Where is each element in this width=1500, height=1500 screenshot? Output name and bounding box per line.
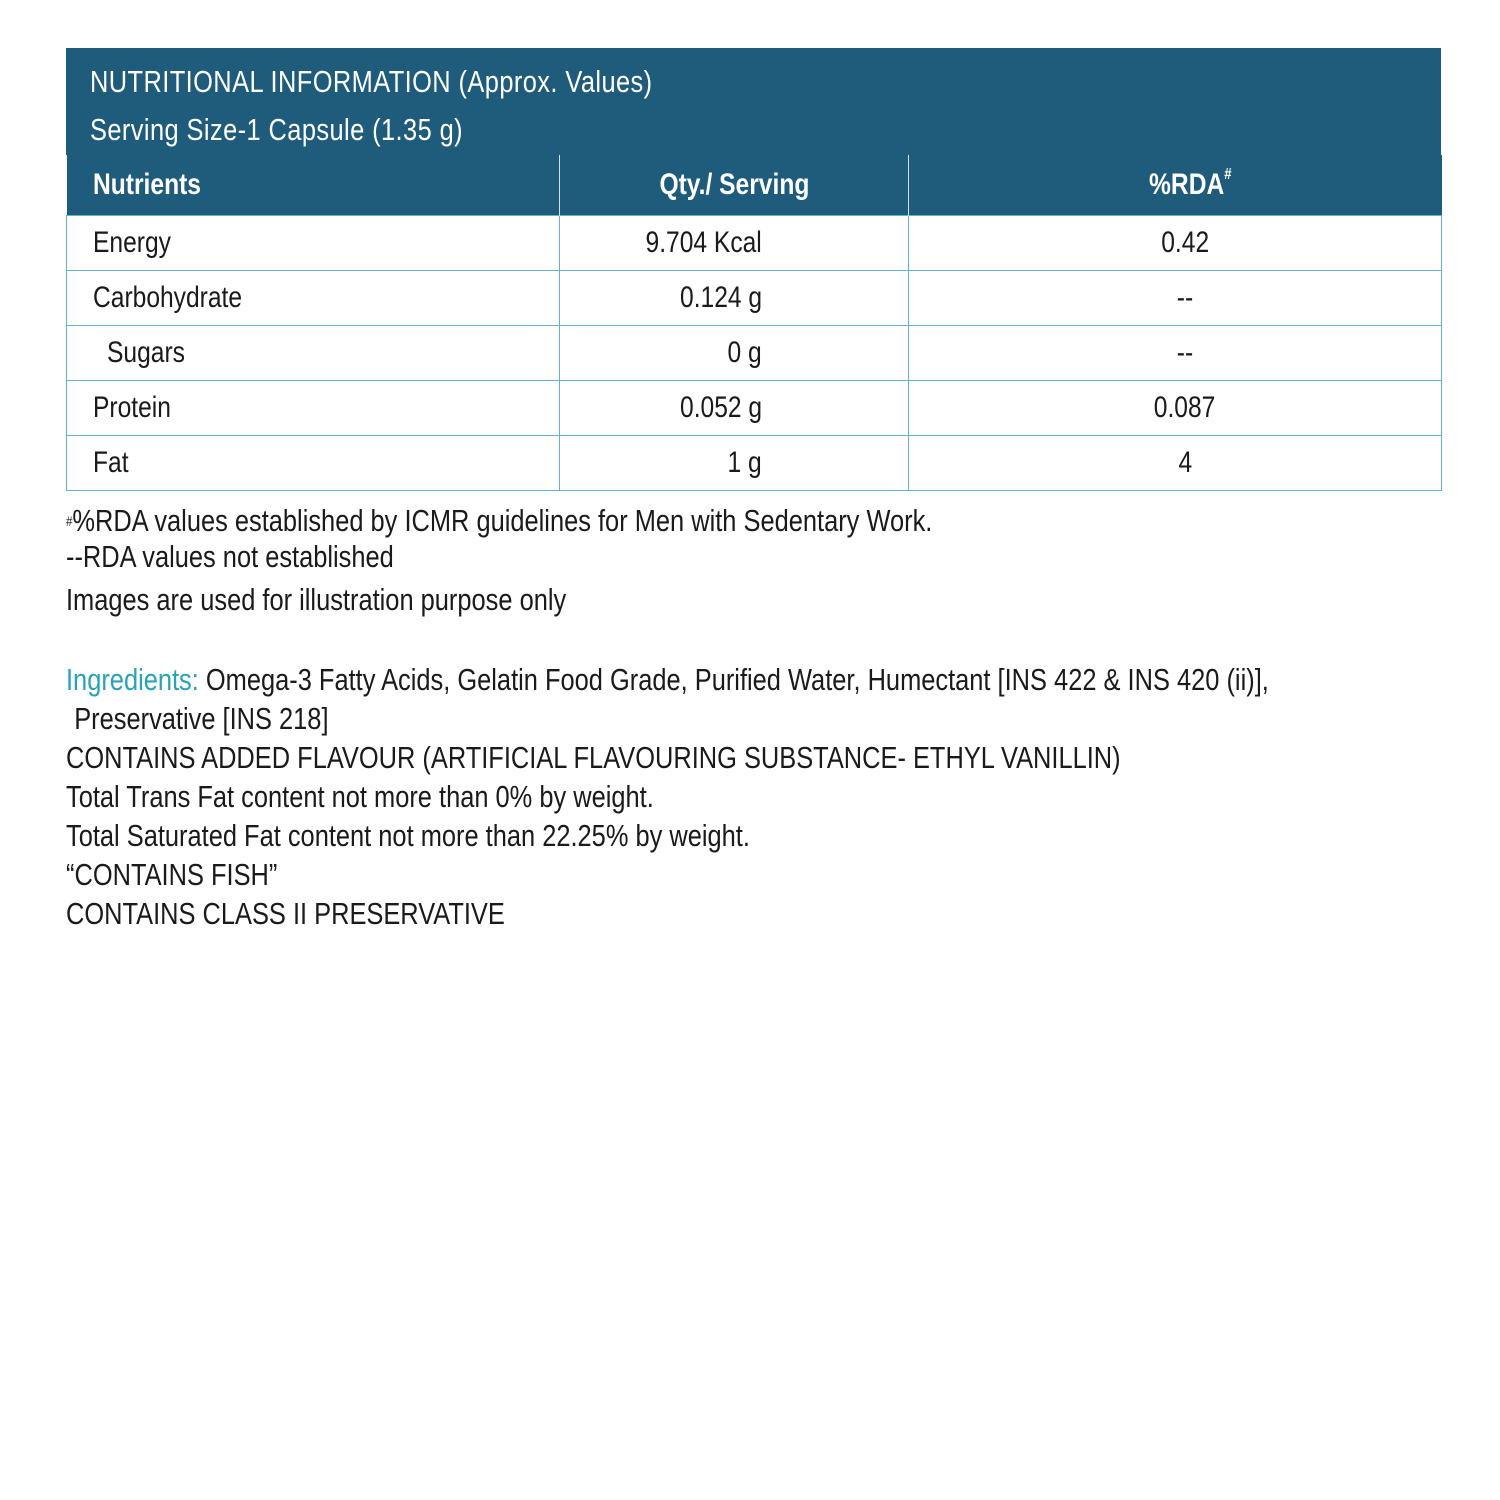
rda-cell: 0.087: [909, 381, 1442, 436]
nutrition-panel: [66, 48, 1441, 491]
ingredients-continued: Preservative [INS 218]: [74, 701, 329, 736]
hash-superscript: #: [1224, 166, 1232, 183]
preservative-statement: CONTAINS CLASS II PRESERVATIVE: [66, 896, 505, 931]
rda-cell: 4: [909, 436, 1442, 491]
rda-cell: 0.42: [909, 216, 1442, 271]
table-row: [67, 381, 1442, 436]
column-header-nutrients: Nutrients: [67, 155, 560, 216]
flavour-statement: CONTAINS ADDED FLAVOUR (ARTIFICIAL FLAVOURING SUBSTANCE- ETHYL VANILLIN): [66, 740, 1121, 775]
rda-footnote: #%RDA values established by ICMR guidelines for Men with Sedentary Work.: [66, 503, 933, 538]
qty-cell: 0.052 g: [560, 381, 909, 436]
nutrient-cell: Protein: [67, 381, 560, 436]
nutrient-cell: Sugars: [67, 326, 560, 381]
table-row: [67, 326, 1442, 381]
serving-size: Serving Size-1 Capsule (1.35 g): [90, 112, 464, 147]
table-header-row: [67, 155, 1442, 216]
images-disclaimer: Images are used for illustration purpose only: [66, 582, 567, 617]
qty-cell: 0.124 g: [560, 271, 909, 326]
nutrient-cell: Carbohydrate: [67, 271, 560, 326]
rda-cell: --: [909, 271, 1442, 326]
footnotes: [66, 503, 1466, 619]
ingredients-line: [66, 660, 1269, 699]
column-header-rda: %RDA#: [909, 155, 1442, 216]
nutrient-cell: Fat: [67, 436, 560, 491]
ingredients-label: Ingredients:: [66, 662, 199, 697]
table-row: [67, 436, 1442, 491]
ingredients-text: Omega-3 Fatty Acids, Gelatin Food Grade, Purified Water, Humectant [INS 422 & INS 420 (ii)],: [198, 662, 1269, 697]
nutrition-table: [66, 155, 1442, 491]
column-header-qty: Qty./ Serving: [560, 155, 909, 216]
nutrition-title: NUTRITIONAL INFORMATION (Approx. Values): [90, 64, 653, 99]
hash-mark: #: [66, 513, 73, 529]
contains-fish-statement: “CONTAINS FISH”: [66, 857, 278, 892]
table-row: [67, 271, 1442, 326]
qty-cell: 9.704 Kcal: [560, 216, 909, 271]
table-row: [67, 216, 1442, 271]
nutrition-header: [66, 48, 1441, 155]
ingredients-section: [66, 660, 1486, 933]
nutrient-cell: Energy: [67, 216, 560, 271]
not-established-footnote: --RDA values not established: [66, 539, 394, 574]
saturated-fat-statement: Total Saturated Fat content not more than 22.25% by weight.: [66, 818, 750, 853]
trans-fat-statement: Total Trans Fat content not more than 0% by weight.: [66, 779, 654, 814]
qty-cell: 0 g: [560, 326, 909, 381]
qty-cell: 1 g: [560, 436, 909, 491]
rda-cell: --: [909, 326, 1442, 381]
